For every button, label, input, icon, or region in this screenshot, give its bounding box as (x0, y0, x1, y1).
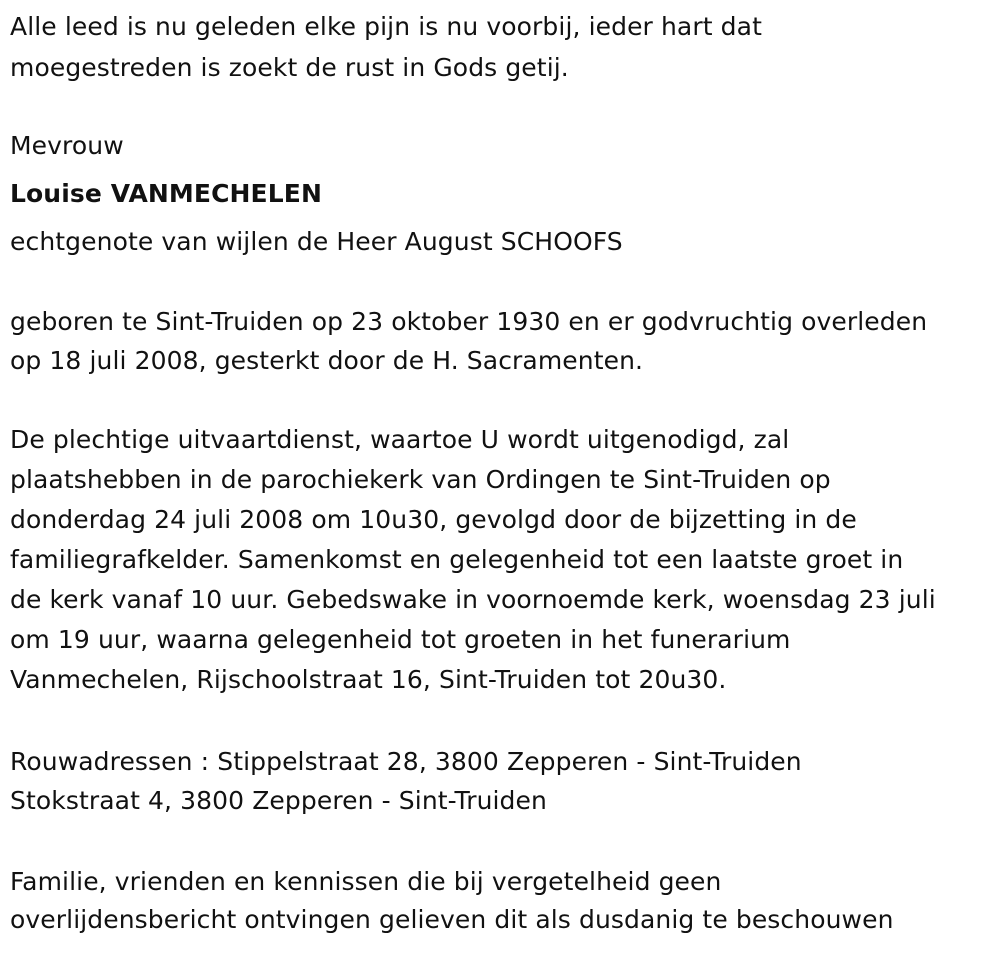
service-line: Vanmechelen, Rijschoolstraat 16, Sint-Truiden tot 20u30. (10, 665, 727, 694)
closing-line: overlijdensbericht ontvingen gelieven dit als dusdanig te beschouwen (10, 905, 894, 934)
verse-line: moegestreden is zoekt de rust in Gods getij. (10, 53, 569, 82)
birth-line: geboren te Sint-Truiden op 23 oktober 1930 en er godvruchtig overleden (10, 307, 928, 336)
address-line: Rouwadressen : Stippelstraat 28, 3800 Zepperen - Sint-Truiden (10, 747, 802, 776)
verse-line: Alle leed is nu geleden elke pijn is nu voorbij, ieder hart dat (10, 12, 762, 41)
service-line: De plechtige uitvaartdienst, waartoe U wordt uitgenodigd, zal (10, 425, 790, 454)
birth-line: op 18 juli 2008, gesterkt door de H. Sacramenten. (10, 346, 644, 375)
service-line: om 19 uur, waarna gelegenheid tot groeten in het funerarium (10, 625, 791, 654)
title: Mevrouw (10, 131, 124, 160)
address-line: Stokstraat 4, 3800 Zepperen - Sint-Truiden (10, 786, 547, 815)
spouse-line: echtgenote van wijlen de Heer August SCHOOFS (10, 227, 623, 256)
deceased-name: Louise VANMECHELEN (10, 179, 322, 208)
service-line: donderdag 24 juli 2008 om 10u30, gevolgd door de bijzetting in de (10, 505, 857, 534)
closing-line: Familie, vrienden en kennissen die bij vergetelheid geen (10, 867, 722, 896)
service-line: de kerk vanaf 10 uur. Gebedswake in voornoemde kerk, woensdag 23 juli (10, 585, 936, 614)
service-line: familiegrafkelder. Samenkomst en gelegenheid tot een laatste groet in (10, 545, 904, 574)
service-line: plaatshebben in de parochiekerk van Ordingen te Sint-Truiden op (10, 465, 831, 494)
